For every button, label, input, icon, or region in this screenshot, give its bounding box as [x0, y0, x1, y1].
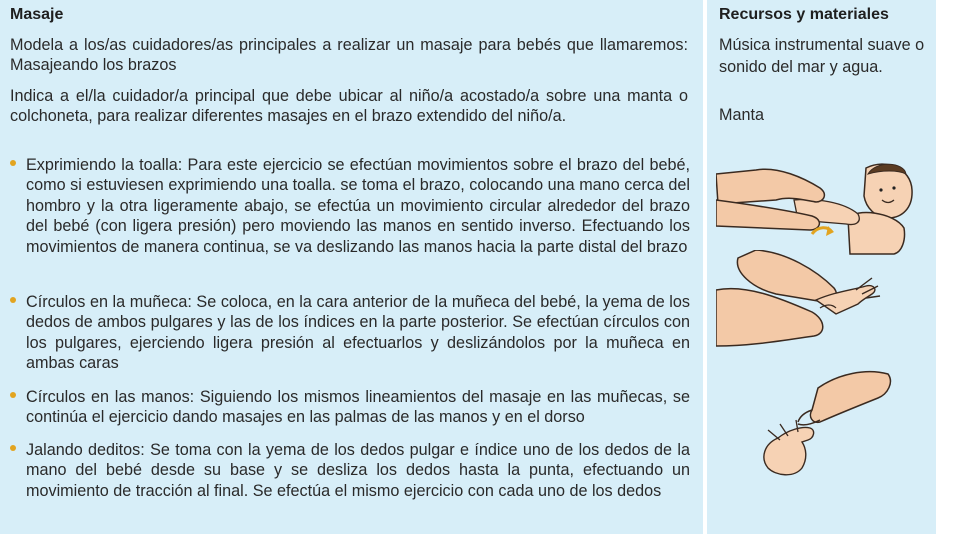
bullet-text: Exprimiendo la toalla: Para este ejercicio se efectúan movimientos sobre el brazo del bebé, como si estuviesen exprimiendo una toalla. se toma el brazo, colocando una mano cerca del hombro y la otra ligeramente abajo, se efectúa un movimiento circular alrededor del brazo del bebé (con ligera presión) pero moviendo las manos en sentido inverso. Efectuando los movimientos de manera continua, se va deslizando las manos hacia la parte distal del brazo — [26, 156, 690, 256]
bullet-text: Círculos en las manos: Siguiendo los mismos lineamientos del masaje en las muñecas, se continúa el ejercicio dando masajes en las palmas de las manos y en el dorso — [26, 388, 690, 427]
bullet-item-manos — [10, 387, 690, 428]
baby-arm-massage-illustration — [716, 160, 928, 260]
massage-heading: Masaje — [10, 6, 64, 23]
bullet-dot — [10, 297, 16, 303]
instruction-paragraph: Indica a el/la cuidador/a principal que debe ubicar al niño/a acostado/a sobre una manta o colchoneta, para realizar diferentes masajes en el brazo extendido del niño/a. — [10, 87, 688, 125]
bullet-dot — [10, 445, 16, 451]
bullet-dot — [10, 392, 16, 398]
resource-blanket: Manta — [719, 106, 764, 124]
resource-music: Música instrumental suave o sonido del mar y agua. — [719, 36, 925, 76]
wrist-circles-illustration — [716, 250, 886, 355]
bullet-text: Jalando deditos: Se toma con la yema de los dedos pulgar e índice uno de los dedos de la mano del bebé desde su base y se desliza los dedos hasta la punta, efectuando un movimiento de tracción al final. Se efectúa el mismo ejercicio con cada uno de los dedos — [26, 441, 690, 500]
bullet-item-toalla — [10, 155, 690, 257]
bullet-text: Círculos en la muñeca: Se coloca, en la cara anterior de la muñeca del bebé, la yema de los dedos de ambos pulgares y las de los índices en la parte posterior. Se efectúan círculos con los pulgares, ejerciendo ligera presión al efectuarlos y deslizándolos por la muñeca en ambas caras — [26, 293, 690, 373]
bullet-item-deditos — [10, 440, 690, 501]
bullet-item-muneca — [10, 292, 690, 374]
bullet-dot — [10, 160, 16, 166]
intro-paragraph: Modela a los/as cuidadores/as principales a realizar un masaje para bebés que llamaremos: Masajeando los brazos — [10, 36, 688, 74]
finger-pull-illustration — [758, 368, 898, 480]
resources-heading: Recursos y materiales — [719, 6, 889, 23]
